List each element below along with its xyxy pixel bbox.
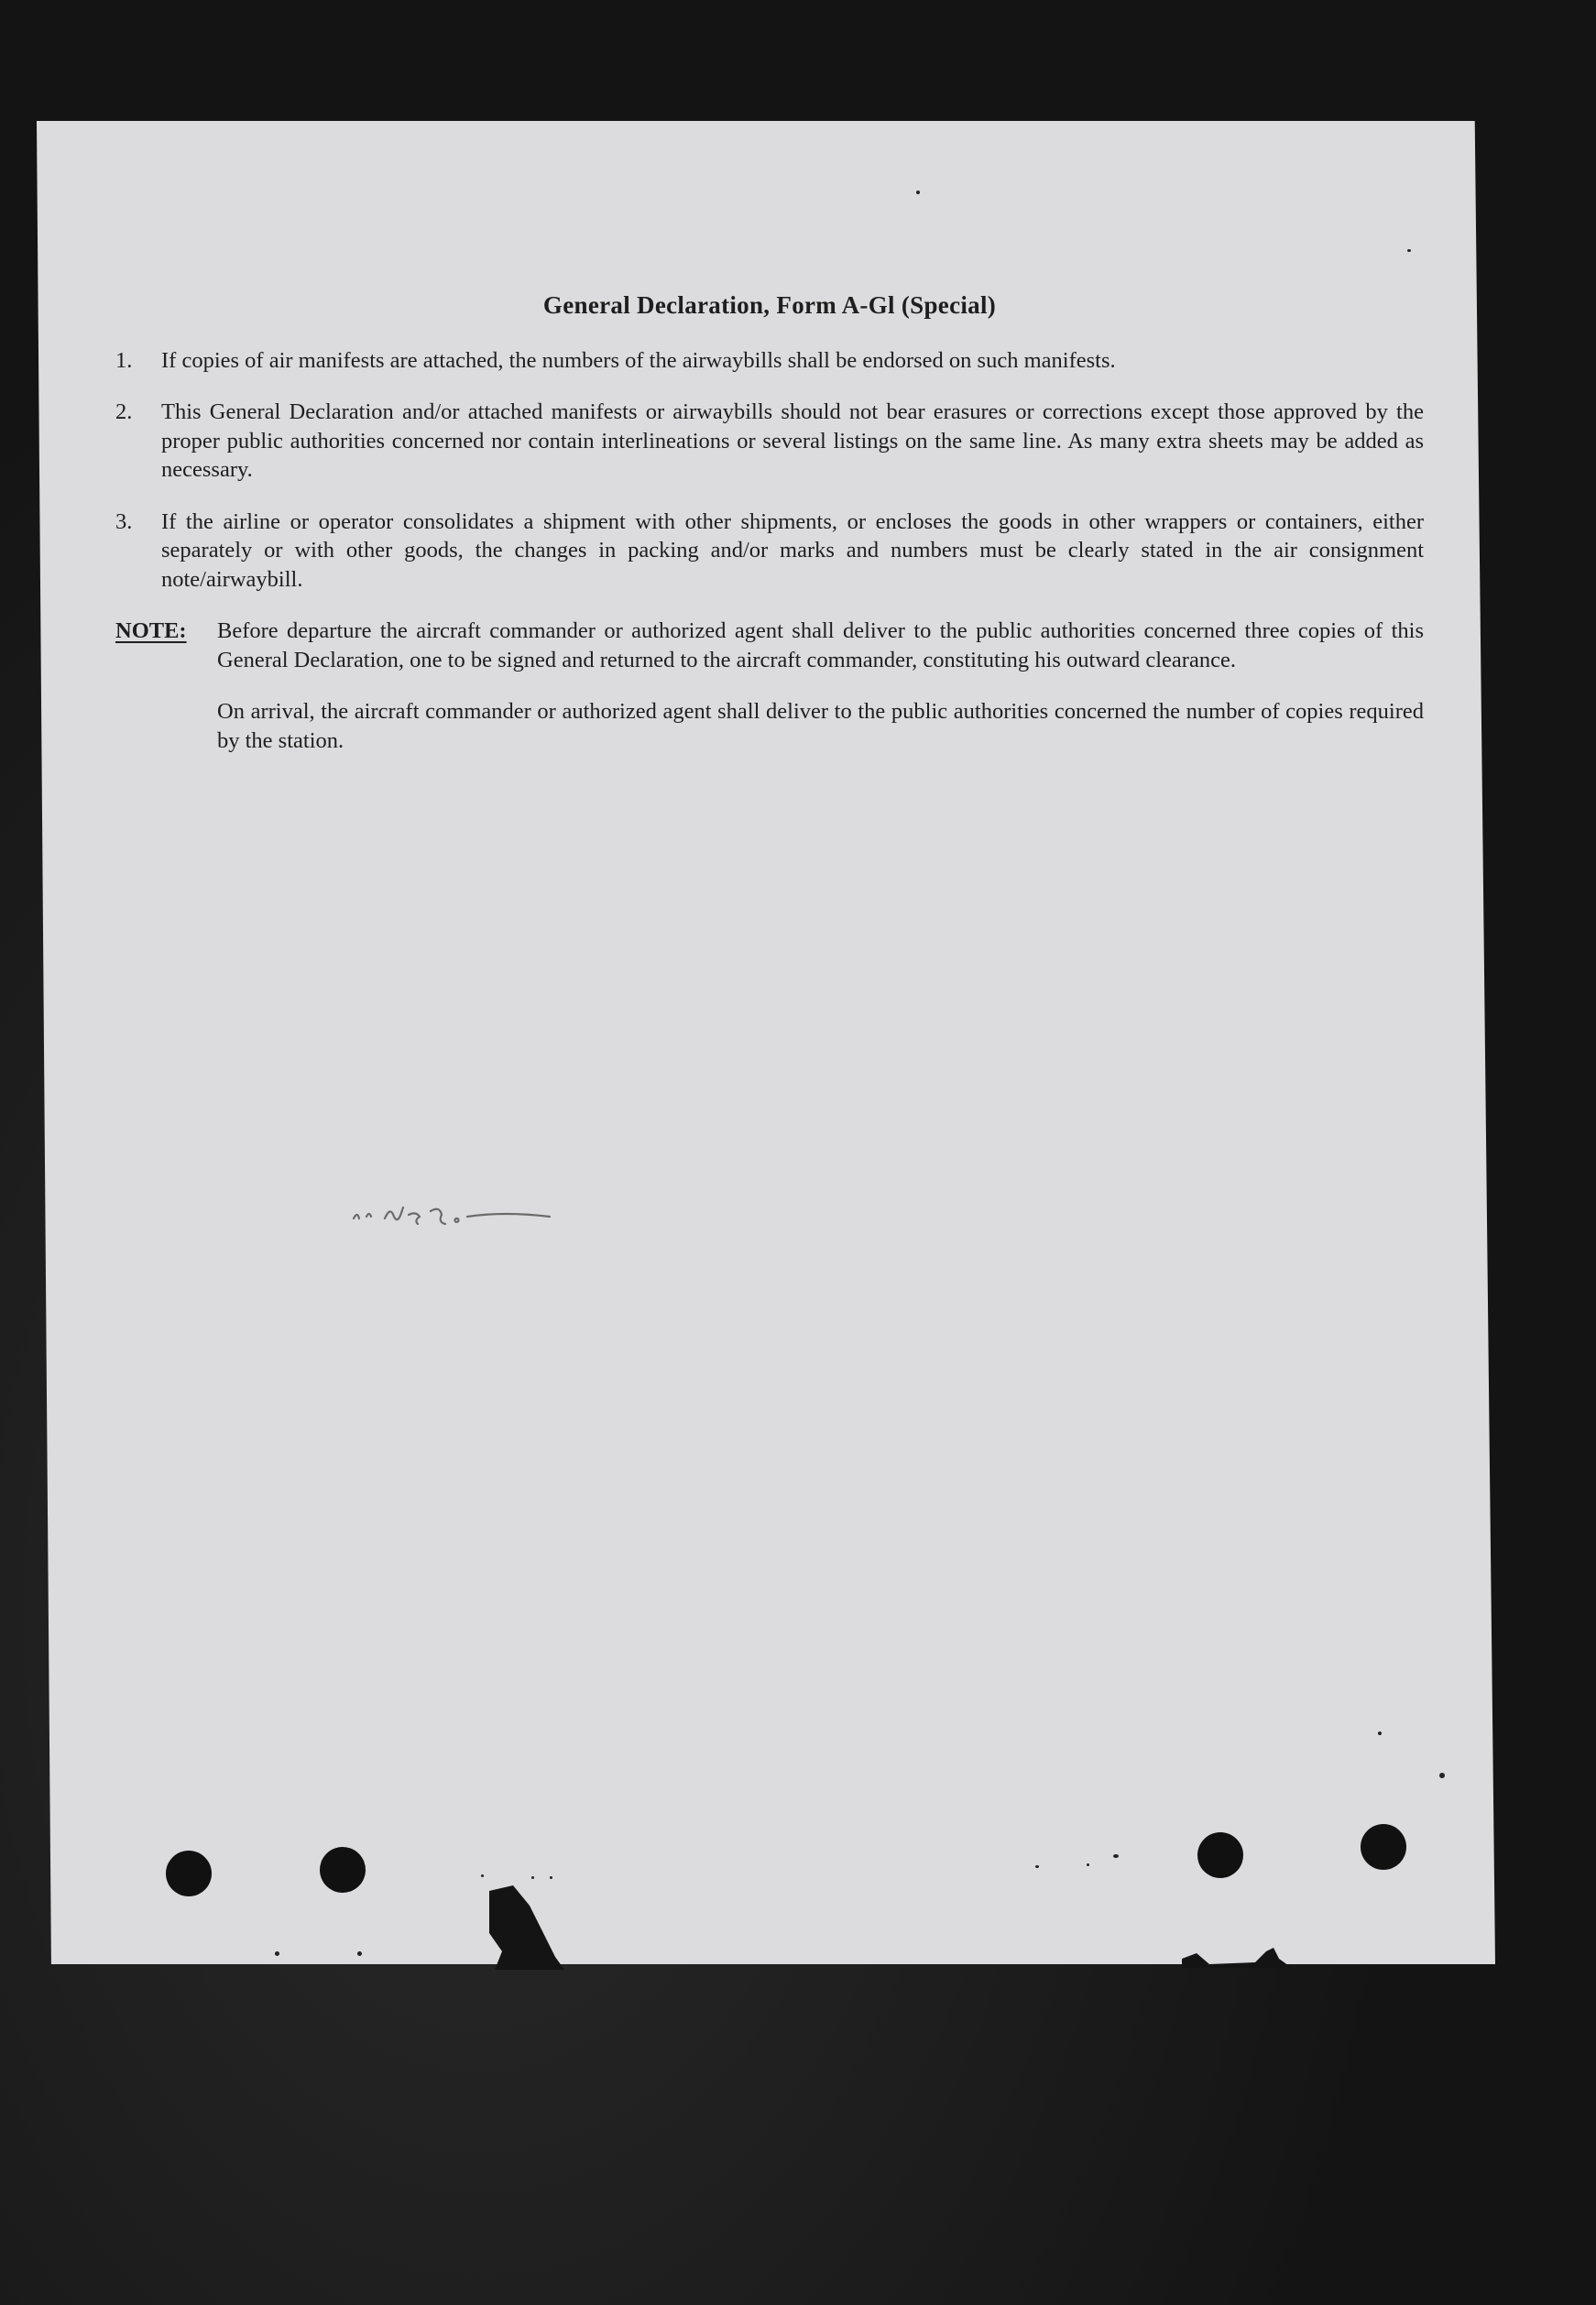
list-item-text: This General Declaration and/or attached manifests or airwaybills should not bear erasures or corrections except those approved by the proper public authorities concerned nor contain interlineations or several listings on the same line. As many extra sheets may be added as necessary. (161, 399, 1424, 482)
speck (531, 1876, 534, 1879)
speck (916, 191, 920, 194)
list-item-number: 3. (115, 508, 133, 534)
speck (1035, 1865, 1039, 1868)
speck (1407, 249, 1411, 252)
speck (1378, 1731, 1382, 1735)
paper-tear (476, 1878, 577, 1970)
note-paragraph: On arrival, the aircraft commander or authorized agent shall deliver to the public authorities concerned the number of copies required by the station. (217, 699, 1424, 753)
speck (357, 1951, 362, 1956)
note-paragraph: Before departure the aircraft commander or authorized agent shall deliver to the public authorities concerned three copies of this General Declaration, one to be signed and returned to the aircraft commander, constituting his outward clearance. (217, 618, 1424, 672)
list-item-text: If copies of air manifests are attached, the numbers of the airwaybills shall be endorsed on such manifests. (161, 347, 1116, 373)
list-item-text: If the airline or operator consolidates a shipment with other shipments, or encloses the goods in other wrappers or containers, either separately or with other goods, the changes in packing and/or marks and numbers must be clearly stated in the air consignment note/airwaybill. (161, 508, 1424, 592)
note-label: NOTE: (115, 618, 187, 643)
list-item-number: 1. (115, 347, 133, 373)
speck (481, 1874, 484, 1877)
punch-hole (166, 1851, 212, 1896)
speck (1113, 1854, 1119, 1858)
punch-hole (1361, 1824, 1406, 1870)
list-item (115, 508, 1424, 595)
speck (1087, 1863, 1089, 1866)
note-body (217, 617, 1424, 778)
speck (550, 1876, 552, 1879)
speck (275, 1951, 279, 1956)
list-item-number: 2. (115, 399, 133, 424)
document-content (115, 291, 1424, 778)
document-title: General Declaration, Form A-Gl (Special) (542, 291, 997, 319)
handwritten-scribble (348, 1191, 641, 1237)
note-block (115, 617, 1424, 778)
paper-tear (1182, 1940, 1292, 1968)
punch-hole (1197, 1832, 1243, 1878)
punch-hole (320, 1847, 366, 1893)
list-item (115, 346, 1424, 376)
list-item (115, 398, 1424, 485)
speck (1439, 1773, 1445, 1778)
